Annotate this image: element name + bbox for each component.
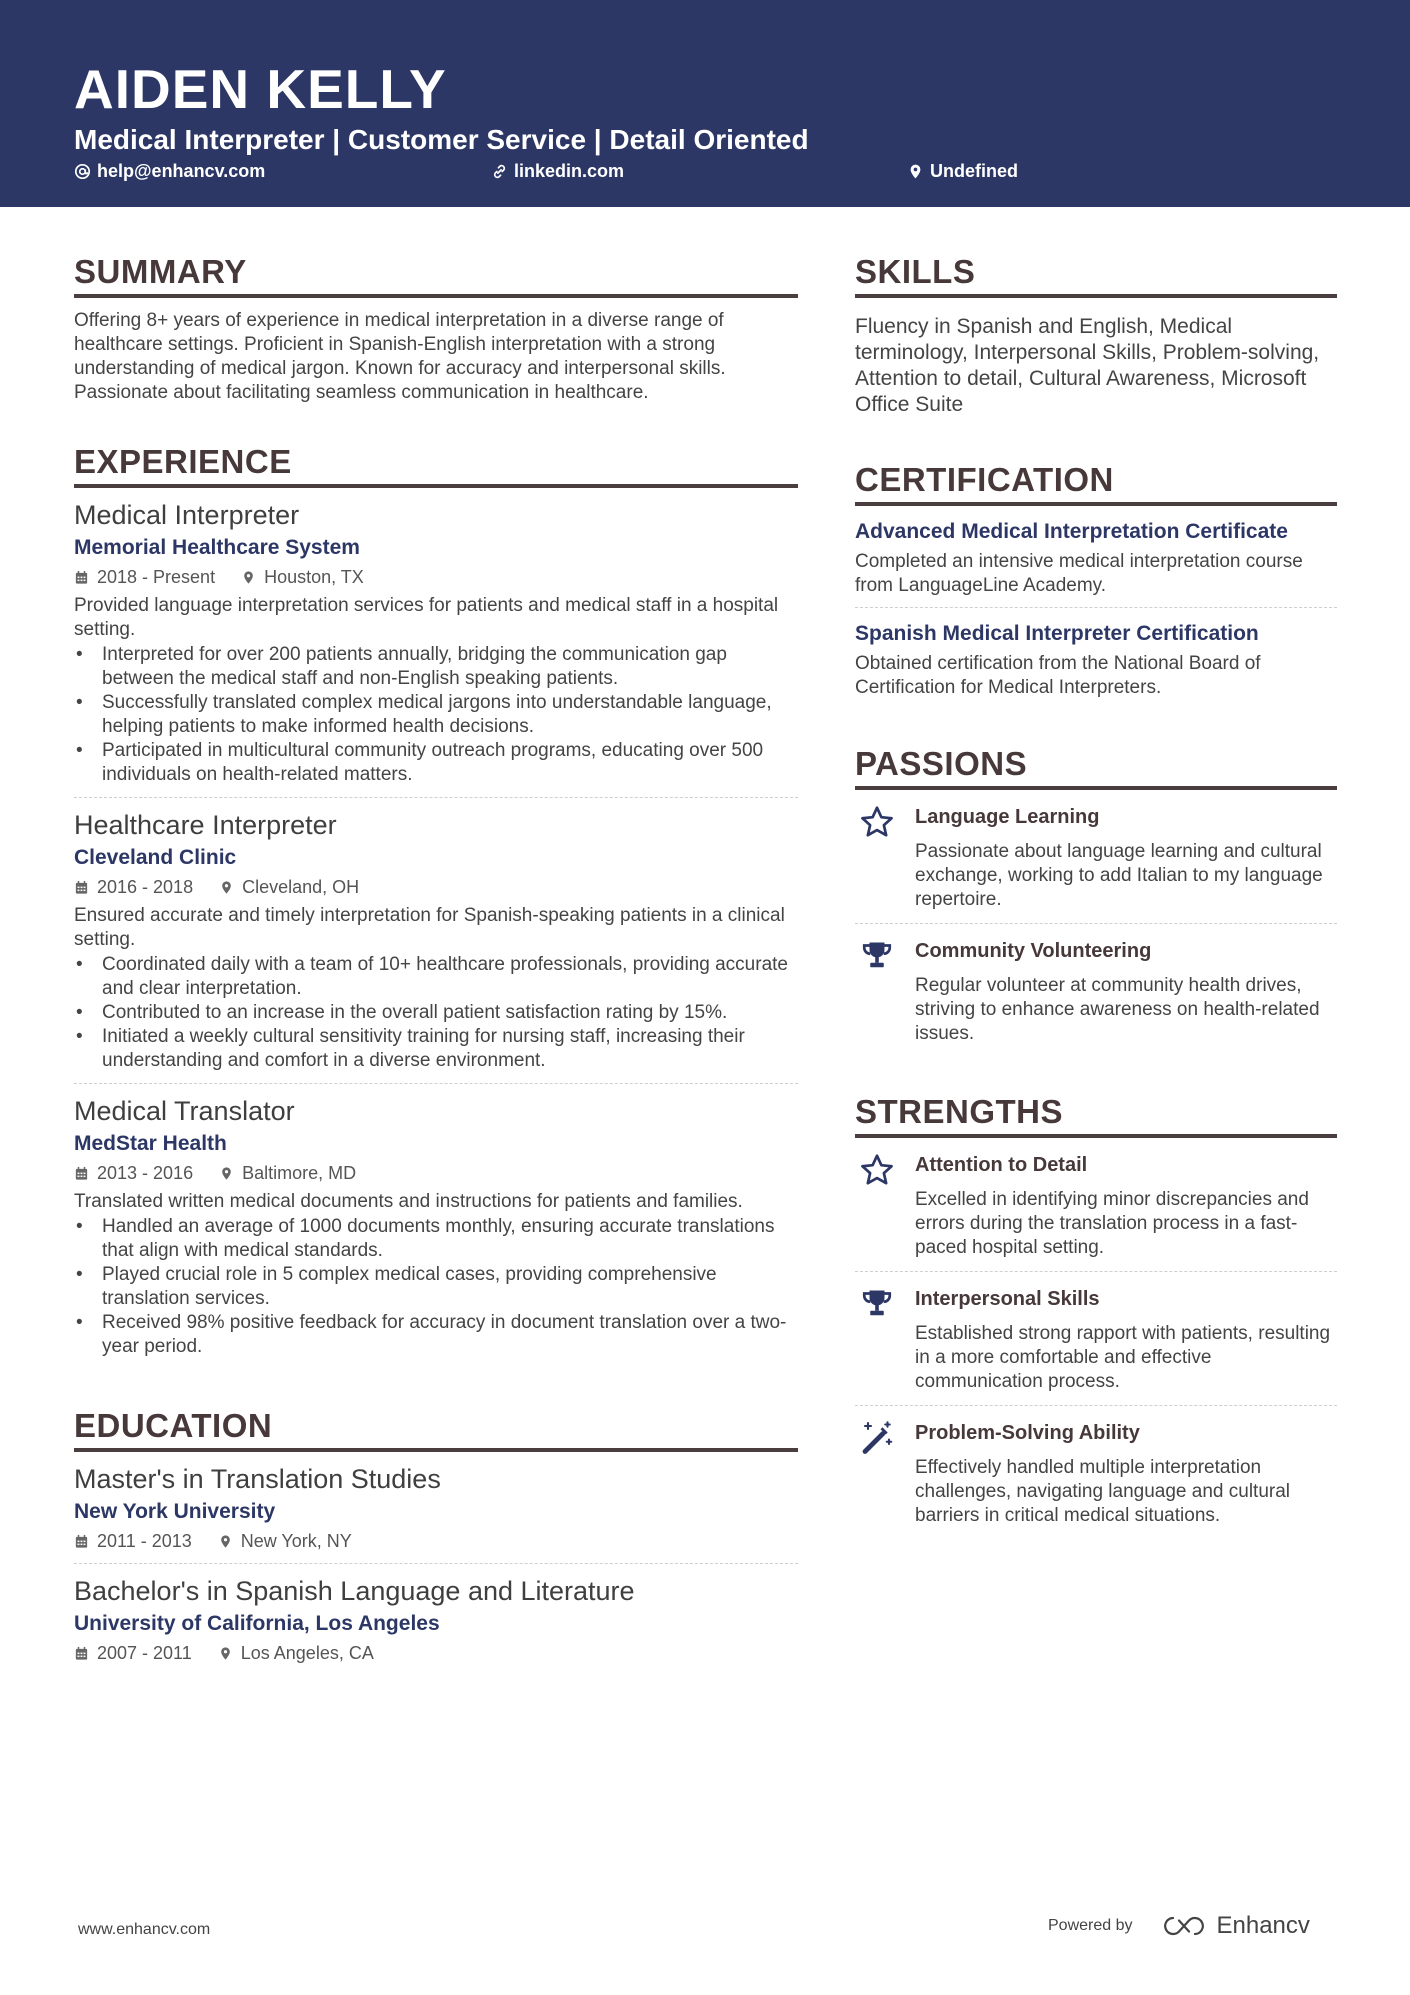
job-description: Provided language interpretation services for patients and medical staff in a hospital setting. bbox=[74, 595, 779, 640]
experience-heading: EXPERIENCE bbox=[74, 445, 798, 488]
certification-description: Completed an intensive medical interpretation course from LanguageLine Academy. bbox=[855, 551, 1303, 596]
trophy-icon bbox=[859, 938, 895, 974]
job-description: Ensured accurate and timely interpretation for Spanish-speaking patients in a clinical setting. bbox=[74, 905, 785, 950]
candidate-title: Medical Interpreter | Customer Service | Detail Oriented bbox=[74, 124, 809, 155]
link-icon bbox=[491, 163, 508, 180]
calendar-icon bbox=[74, 1166, 89, 1181]
job-bullet: • Received 98% positive feedback for accuracy in document translation over a two-year period. bbox=[74, 1311, 798, 1359]
experience-item bbox=[74, 1084, 798, 1369]
certification-heading: CERTIFICATION bbox=[855, 463, 1337, 506]
magic-wand-icon bbox=[859, 1420, 895, 1456]
job-description: Translated written medical documents and instructions for patients and families. bbox=[74, 1191, 743, 1212]
strength-item bbox=[855, 1406, 1337, 1539]
job-meta bbox=[74, 875, 798, 899]
job-title: Healthcare Interpreter bbox=[74, 810, 337, 840]
job-location: Houston, TX bbox=[264, 567, 364, 587]
calendar-icon bbox=[74, 880, 89, 895]
location-text: Undefined bbox=[930, 161, 1018, 181]
company-name: Memorial Healthcare System bbox=[74, 536, 360, 559]
education-dates: 2007 - 2011 bbox=[97, 1643, 192, 1663]
education-location: Los Angeles, CA bbox=[240, 1643, 374, 1663]
job-title: Medical Translator bbox=[74, 1096, 295, 1126]
job-dates: 2018 - Present bbox=[97, 567, 216, 587]
star-icon bbox=[859, 804, 895, 840]
job-dates: 2016 - 2018 bbox=[97, 877, 194, 897]
certification-section bbox=[855, 463, 1337, 709]
linkedin-text: linkedin.com bbox=[514, 161, 625, 181]
company-name: Cleveland Clinic bbox=[74, 846, 237, 869]
location-pin-icon bbox=[219, 880, 234, 895]
calendar-icon bbox=[74, 570, 89, 585]
job-bullet: • Participated in multicultural community outreach programs, educating over 500 individuals on health-related matters. bbox=[74, 739, 798, 787]
degree-title: Bachelor's in Spanish Language and Literature bbox=[74, 1576, 635, 1606]
job-bullet: • Handled an average of 1000 documents monthly, ensuring accurate translations that align with medical standards. bbox=[74, 1215, 798, 1263]
star-icon bbox=[859, 1152, 895, 1188]
calendar-icon bbox=[74, 1534, 89, 1549]
job-location: Cleveland, OH bbox=[242, 877, 360, 897]
job-meta bbox=[74, 1161, 798, 1185]
job-bullet: • Played crucial role in 5 complex medical cases, providing comprehensive translation services. bbox=[74, 1263, 798, 1311]
certification-description: Obtained certification from the National Board of Certification for Medical Interpreters. bbox=[855, 653, 1261, 698]
education-heading: EDUCATION bbox=[74, 1409, 798, 1452]
at-icon bbox=[74, 163, 91, 180]
skills-section bbox=[855, 255, 1337, 418]
passions-heading: PASSIONS bbox=[855, 747, 1337, 790]
company-name: MedStar Health bbox=[74, 1132, 227, 1155]
education-item bbox=[74, 1452, 798, 1564]
job-bullets bbox=[74, 1215, 798, 1359]
strength-title: Problem-Solving Ability bbox=[915, 1422, 1140, 1444]
job-bullet: • Interpreted for over 200 patients annually, bridging the communication gap between the medical staff and non-English speaking patients. bbox=[74, 643, 798, 691]
summary-text: Offering 8+ years of experience in medical interpretation in a diverse range of healthcare settings. Proficient in Spanish-English interpretation with a strong understanding of medical jargon. Known for accuracy and interpersonal skills. Passionate about facilitating seamless communication in healthcare. bbox=[74, 310, 726, 403]
candidate-name: AIDEN KELLY bbox=[74, 58, 447, 120]
passion-description: Passionate about language learning and cultural exchange, working to add Italian to my language repertoire. bbox=[915, 841, 1323, 910]
skills-text: Fluency in Spanish and English, Medical terminology, Interpersonal Skills, Problem-solving, Attention to detail, Cultural Awareness, Microsoft Office Suite bbox=[855, 315, 1320, 416]
summary-section bbox=[74, 255, 798, 405]
experience-item bbox=[74, 798, 798, 1084]
trophy-icon bbox=[859, 1286, 895, 1322]
right-column bbox=[855, 255, 1337, 1539]
school-name: University of California, Los Angeles bbox=[74, 1612, 440, 1635]
certification-title: Spanish Medical Interpreter Certification bbox=[855, 622, 1259, 645]
strengths-heading: STRENGTHS bbox=[855, 1095, 1337, 1138]
degree-title: Master's in Translation Studies bbox=[74, 1464, 441, 1494]
contact-email[interactable] bbox=[74, 162, 265, 180]
strength-title: Interpersonal Skills bbox=[915, 1288, 1100, 1310]
job-title: Medical Interpreter bbox=[74, 500, 300, 530]
left-column bbox=[74, 255, 798, 1675]
job-meta bbox=[74, 565, 798, 589]
job-bullets bbox=[74, 953, 798, 1073]
job-bullet: • Initiated a weekly cultural sensitivity training for nursing staff, increasing their understanding and comfort in a diverse environment. bbox=[74, 1025, 798, 1073]
email-text: help@enhancv.com bbox=[97, 161, 266, 181]
job-location: Baltimore, MD bbox=[242, 1163, 357, 1183]
strength-item bbox=[855, 1138, 1337, 1272]
skills-heading: SKILLS bbox=[855, 255, 1337, 298]
contact-location bbox=[907, 162, 1018, 180]
certification-item bbox=[855, 608, 1337, 709]
enhancv-logo[interactable] bbox=[1161, 1912, 1310, 1940]
location-pin-icon bbox=[907, 163, 924, 180]
contact-linkedin[interactable] bbox=[491, 162, 624, 180]
certification-title: Advanced Medical Interpretation Certificate bbox=[855, 520, 1288, 543]
strength-item bbox=[855, 1272, 1337, 1406]
school-name: New York University bbox=[74, 1500, 276, 1523]
passion-title: Community Volunteering bbox=[915, 940, 1152, 962]
resume-header bbox=[0, 0, 1410, 207]
location-pin-icon bbox=[218, 1534, 233, 1549]
strength-description: Effectively handled multiple interpretation challenges, navigating language and cultural barriers in critical medical situations. bbox=[915, 1457, 1290, 1526]
passion-description: Regular volunteer at community health drives, striving to enhance awareness on health-related issues. bbox=[915, 975, 1320, 1044]
infinity-logo-icon bbox=[1161, 1914, 1207, 1938]
passion-item bbox=[855, 924, 1337, 1057]
location-pin-icon bbox=[219, 1166, 234, 1181]
education-item bbox=[74, 1564, 798, 1675]
calendar-icon bbox=[74, 1646, 89, 1661]
brand-name: Enhancv bbox=[1216, 1912, 1310, 1939]
passion-title: Language Learning bbox=[915, 806, 1100, 828]
job-bullet: • Coordinated daily with a team of 10+ healthcare professionals, providing accurate and clear interpretation. bbox=[74, 953, 798, 1001]
experience-item bbox=[74, 488, 798, 798]
strength-title: Attention to Detail bbox=[915, 1154, 1088, 1176]
job-bullet: • Successfully translated complex medical jargons into understandable language, helping patients to make informed health decisions. bbox=[74, 691, 798, 739]
certification-item bbox=[855, 506, 1337, 608]
job-bullets bbox=[74, 643, 798, 787]
education-location: New York, NY bbox=[240, 1531, 352, 1551]
education-meta bbox=[74, 1641, 798, 1665]
passions-section bbox=[855, 747, 1337, 1057]
location-pin-icon bbox=[241, 570, 256, 585]
education-meta bbox=[74, 1529, 798, 1553]
summary-heading: SUMMARY bbox=[74, 255, 798, 298]
experience-section bbox=[74, 445, 798, 1369]
location-pin-icon bbox=[218, 1646, 233, 1661]
footer-website[interactable]: www.enhancv.com bbox=[78, 1921, 211, 1938]
education-section bbox=[74, 1409, 798, 1675]
strengths-section bbox=[855, 1095, 1337, 1539]
strength-description: Established strong rapport with patients, resulting in a more comfortable and effective communication process. bbox=[915, 1323, 1331, 1392]
powered-by-label: Powered by bbox=[1048, 1917, 1133, 1934]
job-bullet: • Contributed to an increase in the overall patient satisfaction rating by 15%. bbox=[74, 1001, 798, 1025]
education-dates: 2011 - 2013 bbox=[97, 1531, 192, 1551]
passion-item bbox=[855, 790, 1337, 924]
strength-description: Excelled in identifying minor discrepancies and errors during the translation process in a fast-paced hospital setting. bbox=[915, 1189, 1309, 1258]
footer-branding bbox=[1048, 1912, 1310, 1940]
job-dates: 2013 - 2016 bbox=[97, 1163, 194, 1183]
